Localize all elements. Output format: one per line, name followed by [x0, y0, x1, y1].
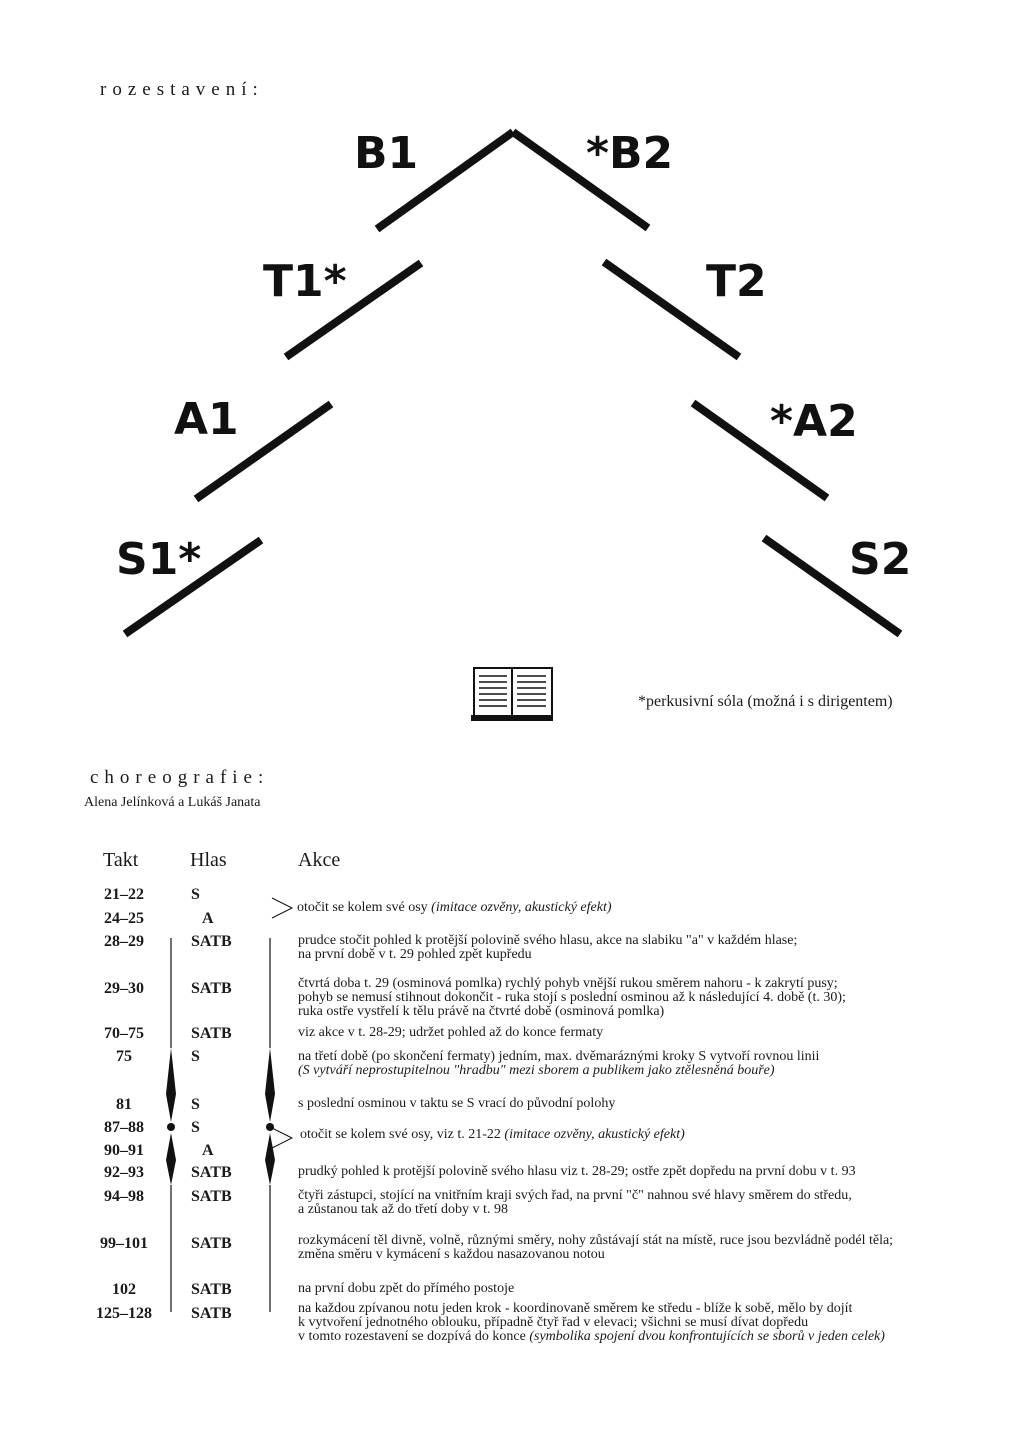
takt-cell: 125–128 — [96, 1305, 152, 1322]
takt-cell: 87–88 — [104, 1119, 144, 1136]
voice-t1: T1* — [263, 256, 347, 307]
voice-t2: T2 — [706, 256, 767, 307]
takt-cell: 99–101 — [100, 1235, 148, 1252]
takt-cell: 28–29 — [104, 933, 144, 950]
voice-s1: S1* — [116, 534, 202, 585]
hlas-cell: SATB — [191, 1164, 232, 1181]
takt-cell: 21–22 — [104, 886, 144, 903]
hlas-cell: SATB — [191, 1281, 232, 1298]
hlas-cell: A — [202, 1142, 214, 1159]
takt-cell: 24–25 — [104, 910, 144, 927]
hlas-cell: SATB — [191, 1188, 232, 1205]
hlas-cell: SATB — [191, 1025, 232, 1042]
voice-b2: *B2 — [586, 128, 674, 179]
action-text: prudký pohled k protější polovině svého hlasu viz t. 28-29; ostře zpět dopředu na první dobu v t. 93 — [298, 1164, 856, 1179]
action-text: čtyři zástupci, stojící na vnitřním kraji svých řad, na první "č" nahnou své hlavy směrem do středu, a zůstanou tak až do třetí doby v t. 98 — [298, 1188, 852, 1217]
voice-b1: B1 — [354, 128, 419, 179]
action-text: na první dobu zpět do přímého postoje — [298, 1281, 515, 1296]
hlas-cell: S — [191, 1119, 200, 1136]
header-hlas: Hlas — [190, 849, 227, 871]
takt-cell: 92–93 — [104, 1164, 144, 1181]
hlas-cell: SATB — [191, 1235, 232, 1252]
voice-a1: A1 — [174, 394, 239, 445]
hlas-cell: S — [191, 1048, 200, 1065]
action-text: prudce stočit pohled k protější polovině svého hlasu, akce na slabiku "a" v každém hlase; na první době v t. 29 pohled zpět kupředu — [298, 933, 798, 962]
header-takt: Takt — [103, 849, 139, 871]
takt-cell: 81 — [116, 1096, 132, 1113]
takt-cell: 75 — [116, 1048, 132, 1065]
action-text: viz akce v t. 28-29; udržet pohled až do konce fermaty — [298, 1025, 604, 1040]
formation-title: rozestavení: — [100, 79, 264, 100]
hlas-cell: SATB — [191, 980, 232, 997]
takt-cell: 70–75 — [104, 1025, 144, 1042]
choreo-authors: Alena Jelínková a Lukáš Janata — [84, 795, 261, 810]
hlas-cell: S — [191, 886, 200, 903]
voice-s2: S2 — [849, 534, 912, 585]
voice-a2: *A2 — [770, 396, 858, 447]
takt-cell: 29–30 — [104, 980, 144, 997]
open-book-icon — [472, 668, 552, 720]
choreo-title: choreografie: — [90, 767, 270, 788]
action-text: otočit se kolem své osy, viz t. 21-22 (imitace ozvěny, akustický efekt) — [300, 1127, 685, 1142]
footnote: *perkusivní sóla (možná i s dirigentem) — [638, 693, 893, 710]
action-text: na třetí době (po skončení fermaty) jedním, max. dvěmaráznými kroky S vytvoří rovnou linii (S vytváří neprostupitelnou "hradbu" mezi sborem a publikem jako ztělesněná bouře) — [298, 1049, 820, 1078]
action-text: na každou zpívanou notu jeden krok - koordinovaně směrem ke středu - blíže k sobě, mělo by dojít k vytvoření jednotného oblouku, případně čtyř řad v elevaci; všichni se musí dívat dopředu v tomto rozestavení se dozpívá do konce (symbolika spojení dvou konfrontujících se sborů v jeden celek) — [298, 1301, 885, 1344]
action-text: s poslední osminou v taktu se S vrací do původní polohy — [298, 1096, 616, 1111]
hlas-cell: A — [202, 910, 214, 927]
hlas-cell: SATB — [191, 933, 232, 950]
hlas-cell: S — [191, 1096, 200, 1113]
takt-cell: 94–98 — [104, 1188, 144, 1205]
takt-cell: 102 — [112, 1281, 136, 1298]
action-text: rozkymácení těl divně, volně, různými směry, nohy zůstávají stát na místě, ruce jsou bezvládně podél těla; změna směru v kymácení s každou nasazovanou notou — [298, 1233, 894, 1262]
action-text: čtvrtá doba t. 29 (osminová pomlka) rychlý pohyb vnější rukou směrem nahoru - k zakrytí pusy; pohyb se nemusí stihnout dokončit - ruka stojí s poslední osminou až k následující 4. době (t. 30); ruka ostře vystřelí k tělu právě na čtvrté době (osminová pomlka) — [298, 976, 846, 1019]
action-text: otočit se kolem své osy (imitace ozvěny, akustický efekt) — [297, 900, 612, 915]
hlas-cell: SATB — [191, 1305, 232, 1322]
takt-cell: 90–91 — [104, 1142, 144, 1159]
header-akce: Akce — [298, 849, 341, 871]
